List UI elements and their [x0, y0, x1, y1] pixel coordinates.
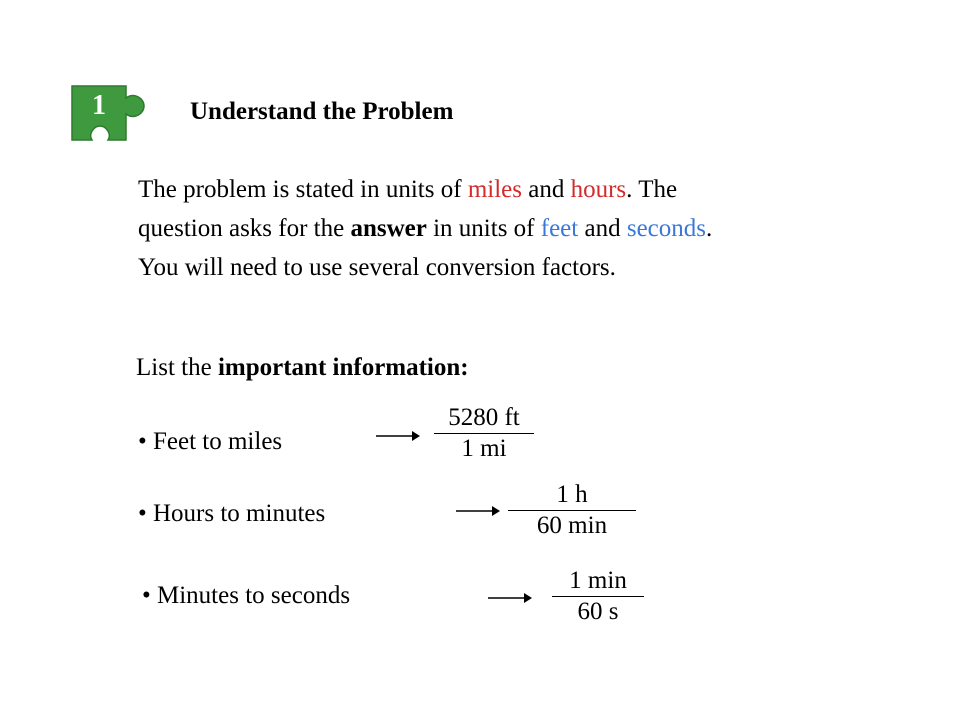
list-heading: [136, 354, 469, 382]
fraction-numerator: 5280 ft: [448, 404, 520, 431]
arrow-right-icon: [376, 430, 420, 442]
conversion-label-feet-miles: • Feet to miles: [138, 428, 283, 455]
feet-unit: feet: [540, 215, 579, 242]
arrow-right-icon: [488, 592, 532, 604]
description-line-1: [138, 170, 898, 209]
puzzle-piece-icon: [68, 82, 148, 144]
fraction-denominator: 60 s: [577, 598, 619, 625]
fraction-hours-minutes: [508, 480, 636, 541]
text-segment: in units of: [426, 215, 541, 242]
text-segment: .: [706, 215, 713, 242]
miles-unit: miles: [467, 176, 522, 203]
conversion-label-minutes-seconds: • Minutes to seconds: [142, 582, 351, 609]
conversion-label-hours-minutes: • Hours to minutes: [138, 500, 326, 527]
answer-emphasis: answer: [350, 215, 427, 242]
arrow-right-icon: [456, 505, 500, 517]
text-segment: List the: [136, 354, 218, 381]
hours-unit: hours: [570, 176, 627, 203]
fraction-denominator: 1 mi: [461, 435, 507, 462]
description-line-2: [138, 209, 898, 248]
step-number: 1: [92, 90, 106, 121]
heading-emphasis: important information:: [217, 354, 469, 381]
fraction-numerator: 1 h: [556, 481, 588, 508]
section-title: Understand the Problem: [190, 98, 454, 125]
text-segment: and: [578, 215, 627, 242]
problem-description: [138, 170, 898, 287]
seconds-unit: seconds: [626, 215, 706, 242]
fraction-numerator: 1 min: [569, 567, 627, 594]
fraction-minutes-seconds: [552, 566, 644, 627]
fraction-feet-miles: [434, 403, 534, 464]
text-segment: question asks for the: [138, 215, 351, 242]
description-line-3: You will need to use several conversion factors.: [138, 254, 616, 281]
fraction-denominator: 60 min: [536, 512, 608, 539]
text-segment: and: [521, 176, 571, 203]
text-segment: . The: [626, 176, 678, 203]
text-segment: The problem is stated in units of: [138, 176, 468, 203]
